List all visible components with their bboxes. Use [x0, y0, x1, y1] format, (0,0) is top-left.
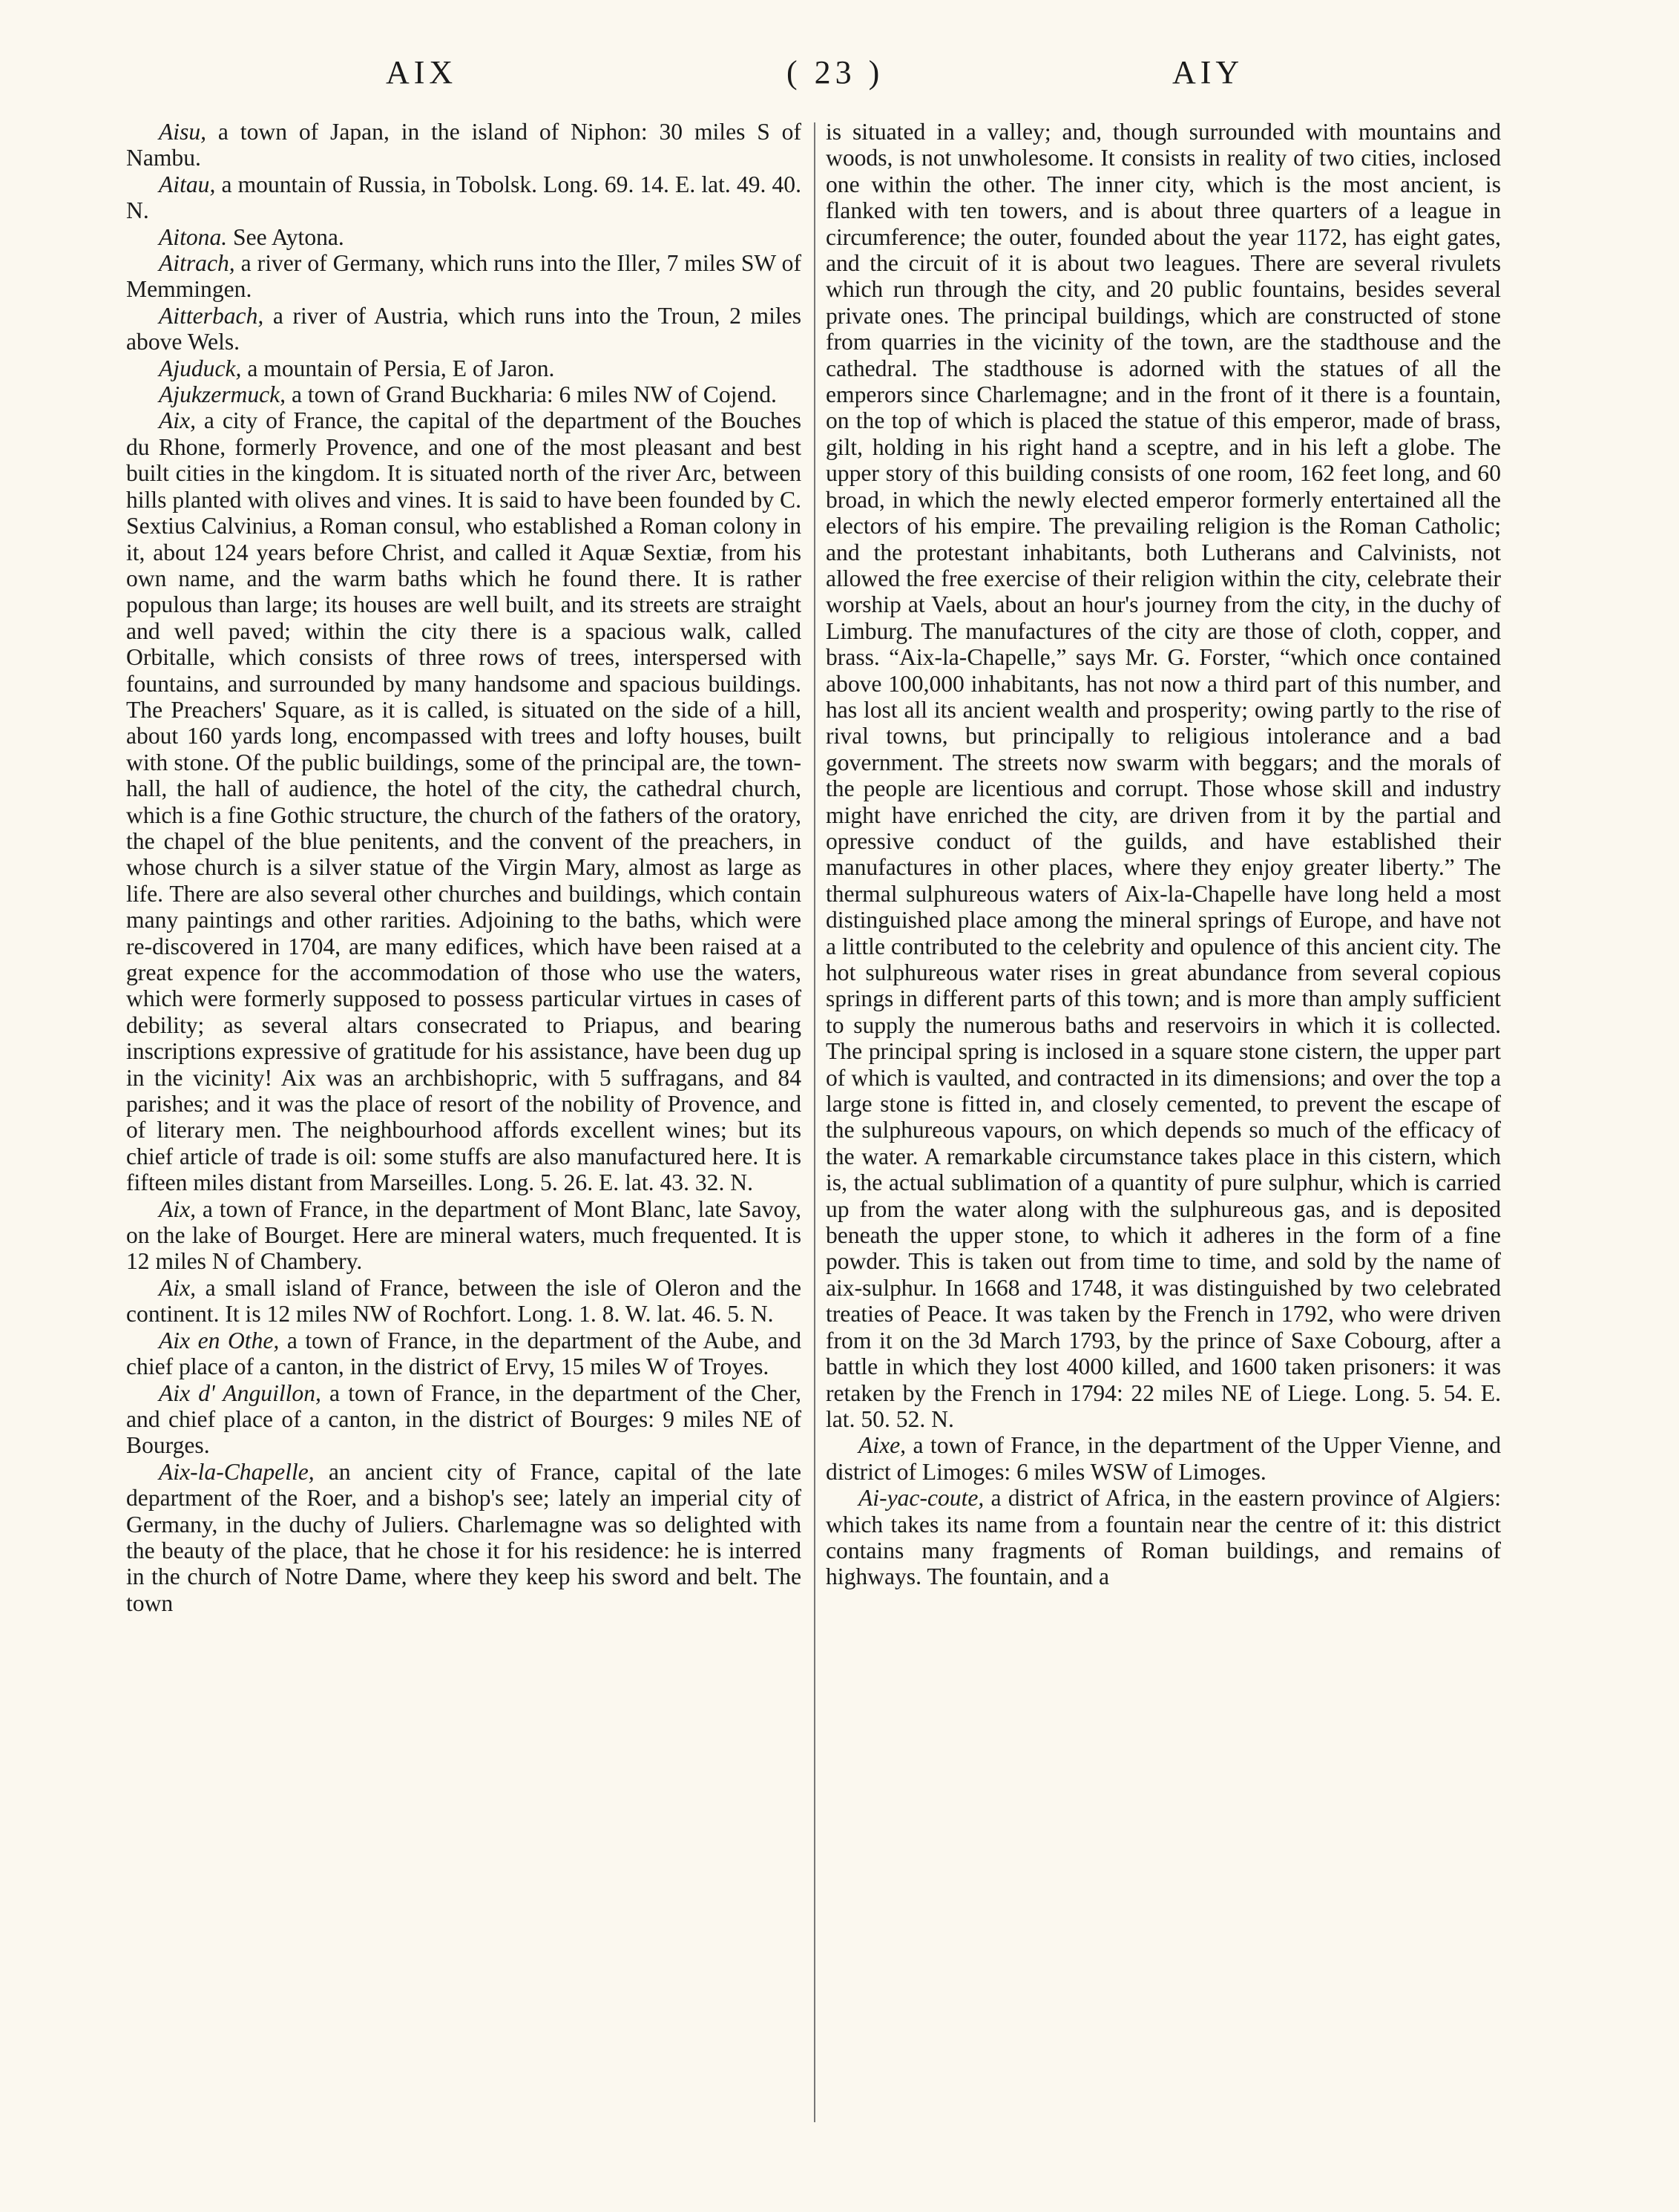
- entry-text: an ancient city of France, capital of the late department of the Roer, and a bishop's see; lately an imperial city of Germany, in the duchy of Juliers. Charlemagne was so delighted with the beauty of the place, that he chose it for his residence: he is interred in the church of Notre Dame, where they keep his sword and belt. The town: [126, 1458, 801, 1616]
- headword: Aix d' Anguillon,: [159, 1379, 321, 1406]
- entry: [126, 407, 801, 1195]
- entry-text: a town of France, in the department of Mont Blanc, late Savoy, on the lake of Bourget. Here are mineral waters, much frequented. It is 12 miles N of Chambery.: [126, 1195, 801, 1275]
- entry-text: a small island of France, between the isle of Oleron and the continent. It is 12 miles NW of Rochfort. Long. 1. 8. W. lat. 46. 5. N.: [126, 1274, 801, 1327]
- entry: [826, 1485, 1501, 1590]
- headword: Aix-la-Chapelle,: [159, 1458, 315, 1485]
- entry-text: a town of France, in the department of the Cher, and chief place of a canton, in the district of Bourges: 9 miles NE of Bourges.: [126, 1379, 801, 1459]
- entry: [126, 303, 801, 355]
- entry-text: a town of France, in the department of the Upper Vienne, and district of Limoges: 6 miles WSW of Limoges.: [826, 1432, 1501, 1485]
- headword: Aitau,: [159, 171, 216, 197]
- entry: [126, 224, 801, 250]
- headword: Ai-yac-coute,: [858, 1485, 985, 1512]
- entry: [126, 119, 801, 171]
- entry: [126, 1380, 801, 1459]
- entry: [126, 1196, 801, 1275]
- right-column: [826, 119, 1501, 1590]
- headword: Aisu,: [159, 119, 207, 145]
- left-column: [126, 119, 801, 1616]
- headword: Aix,: [159, 1274, 196, 1301]
- headword: Aix,: [159, 1195, 196, 1222]
- entry-text: a town of Japan, in the island of Niphon: 30 miles S of Nambu.: [126, 119, 801, 171]
- entry-text: a mountain of Persia, E of Jaron.: [241, 355, 555, 381]
- headword: Ajuduck,: [159, 355, 242, 381]
- entry-text: a town of Grand Buckharia: 6 miles NW of Cojend.: [286, 381, 777, 408]
- entry: [126, 1275, 801, 1327]
- headword: Ajukzermuck,: [159, 381, 286, 408]
- running-header: [0, 53, 1679, 98]
- entry-continuation: [826, 119, 1501, 1432]
- entry: [126, 1459, 801, 1616]
- entry: [126, 355, 801, 381]
- page-number: ( 23 ): [786, 54, 884, 91]
- headword: Aitrach,: [159, 250, 235, 277]
- entry-text: a mountain of Russia, in Tobolsk. Long. 69. 14. E. lat. 49. 40. N.: [126, 171, 801, 224]
- header-right: AIY: [1172, 54, 1244, 91]
- entry: [126, 1327, 801, 1380]
- entry: [126, 250, 801, 303]
- headword: Aixe,: [858, 1432, 907, 1459]
- entry-text: a city of France, the capital of the department of the Bouches du Rhone, formerly Provence, and one of the most pleasant and best built cities in the kingdom. It is situated north of the river Arc, between hills planted with olives and vines. It is said to have been founded by C. Sextius Calvinius, a Roman consul, who established a Roman colony in it, about 124 years before Christ, and called it Aquæ Sextiæ, from his own name, and the warm baths which he found there. It is rather populous than large; its houses are well built, and its streets are straight and well paved; within the city there is a spacious walk, called Orbitalle, which consists of three rows of trees, interspersed with fountains, and surrounded by many handsome and spacious buildings. The Preachers' Square, as it is called, is situated on the side of a hill, about 160 yards long, encompassed with trees and lofty houses, built with stone. Of the public buildings, some of the principal are, the town-hall, the hall of audience, the hotel of the city, the cathedral church, which is a fine Gothic structure, the church of the fathers of the oratory, the chapel of the blue penitents, and the convent of the preachers, in whose church is a silver statue of the Virgin Mary, almost as large as life. There are also several other churches and buildings, which contain many paintings and other rarities. Adjoining to the baths, which were re-discovered in 1704, are many edifices, which have been raised at a great expence for the accommodation of those who use the waters, which were formerly supposed to possess particular virtues in cases of debility; as several altars consecrated to Priapus, and bearing inscriptions expressive of gratitude for his assistance, have been dug up in the vicinity! Aix was an archbishopric, with 5 suffragans, and 84 parishes; and it was the place of resort of the nobility of Provence, and of literary men. The neighbourhood affords excellent wines; but its chief article of trade is oil: some stuffs are also manufactured here. It is fifteen miles distant from Marseilles. Long. 5. 26. E. lat. 43. 32. N.: [126, 407, 801, 1196]
- entry-text: is situated in a valley; and, though surrounded with mountains and woods, is not unwholesome. It consists in reality of two cities, inclosed one within the other. The inner city, which is the most ancient, is flanked with ten towers, and is about three quarters of a league in circumference; the outer, founded about the year 1172, has eight gates, and the circuit of it is about two leagues. There are several rivulets which run through the city, and 20 public fountains, besides several private ones. The principal buildings, which are constructed of stone from quarries in the vicinity of the town, are the stadthouse and the cathedral. The stadthouse is adorned with the statues of all the emperors since Charlemagne; and in the front of it there is a fountain, on the top of which is placed the statue of this emperor, made of brass, gilt, holding in his right hand a sceptre, and in his left a globe. The upper story of this building consists of one room, 162 feet long, and 60 broad, in which the newly elected emperor formerly entertained all the electors of his empire. The prevailing religion is the Roman Catholic; and the protestant inhabitants, both Lutherans and Calvinists, not allowed the free exercise of their religion within the city, celebrate their worship at Vaels, about an hour's journey from the city, in the duchy of Limburg. The manufactures of the city are those of cloth, copper, and brass. “Aix-la-Chapelle,” says Mr. G. Forster, “which once contained above 100,000 inhabitants, has not now a third part of this number, and has lost all its ancient wealth and prosperity; owing partly to the rise of rival towns, but principally to religious intolerance and a bad government. The streets now swarm with beggars; and the morals of the people are licentious and corrupt. Those whose skill and industry might have enriched the city, are driven from it by the partial and opressive conduct of the guilds, and have established their manufactures in other places, where they enjoy greater liberty.” The thermal sulphureous waters of Aix-la-Chapelle have long held a most distinguished place among the mineral springs of Europe, and have not a little contributed to the celebrity and opulence of this ancient city. The hot sulphureous water rises in great abundance from several copious springs in different parts of this town; and is more than amply sufficient to supply the numerous baths and reservoirs in which it is collected. The principal spring is inclosed in a square stone cistern, the upper part of which is vaulted, and contracted in its dimensions; and over the top a large stone is fitted in, and closely cemented, to prevent the escape of the sulphureous vapours, on which depends so much of the efficacy of the water. A remarkable circumstance takes place in this cistern, which is, the actual sublimation of a quantity of pure sulphur, which is carried up from the water along with the sulphureous gas, and is deposited beneath the upper stone, to which it adheres in the form of a fine powder. This is taken out from time to time, and sold by the name of aix-sulphur. In 1668 and 1748, it was distinguished by two celebrated treaties of Peace. It was taken by the French in 1792, who were driven from it on the 3d March 1793, by the prince of Saxe Cobourg, after a battle in which they lost 4000 killed, and 1600 taken prisoners: it was retaken by the French in 1794: 22 miles NE of Liege. Long. 5. 54. E. lat. 50. 52. N.: [826, 119, 1501, 1432]
- entry: [826, 1432, 1501, 1485]
- headword: Aitterbach,: [159, 302, 264, 329]
- entry-text: a river of Germany, which runs into the Iller, 7 miles SW of Memmingen.: [126, 250, 801, 303]
- headword: Aitona.: [159, 223, 228, 250]
- entry-text: See Aytona.: [227, 223, 344, 250]
- entry-text: a town of France, in the department of the Aube, and chief place of a canton, in the district of Ervy, 15 miles W of Troyes.: [126, 1327, 802, 1380]
- headword: Aix en Othe,: [159, 1327, 280, 1353]
- entry-text: a district of Africa, in the eastern province of Algiers: which takes its name from a fountain near the centre of it: this district contains many fragments of Roman buildings, and remains of highways. The fountain, and a: [826, 1485, 1501, 1590]
- entry-text: a river of Austria, which runs into the Troun, 2 miles above Wels.: [126, 302, 801, 355]
- header-left: AIX: [386, 54, 458, 91]
- entry: [126, 171, 801, 224]
- entry: [126, 381, 801, 407]
- column-divider: [814, 122, 815, 2122]
- headword: Aix,: [159, 407, 196, 434]
